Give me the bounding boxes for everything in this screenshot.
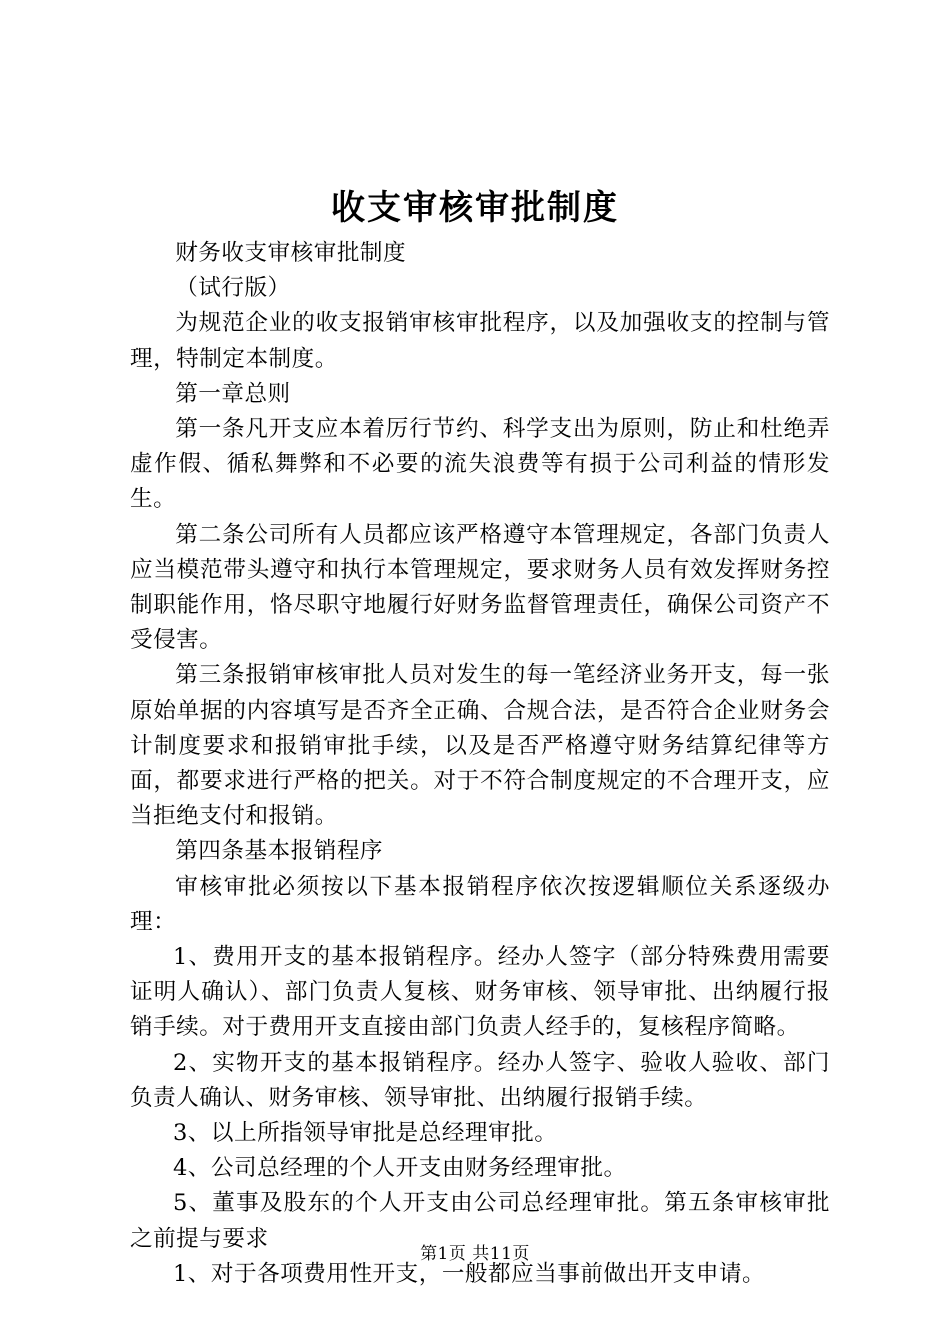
list-item-2: 2、实物开支的基本报销程序。经办人签字、验收人验收、部门负责人确认、财务审核、领导审批、出纳履行报销手续。 [130,1049,830,1111]
article-2: 第二条公司所有人员都应该严格遵守本管理规定，各部门负责人应当模范带头遵守和执行本管理规定，要求财务人员有效发挥财务控制职能作用，恪尽职守地履行好财务监督管理责任，确保公司资产不受侵害。 [130,521,830,654]
paragraph-subtitle: 财务收支审核审批制度 [175,240,407,266]
list-item-3: 3、以上所指领导审批是总经理审批。 [172,1120,558,1147]
list-item-1: 1、费用开支的基本报销程序。经办人签字（部分特殊费用需要证明人确认）、部门负责人复核、财务审核、领导审批、出纳履行报销手续。对于费用开支直接由部门负责人经手的，复核程序简略。 [130,944,830,1041]
article-5-item-1: 1、对于各项费用性开支，一般都应当事前做出开支申请。 [172,1260,766,1287]
document-body [130,236,830,1292]
list-item-5: 5、董事及股东的个人开支由公司总经理审批。第五条审核审批之前提与要求 [130,1190,830,1252]
paragraph-version: （试行版） [175,275,291,302]
page-footer: 第1页 共11页 [420,1244,530,1264]
chapter-heading: 第一章总则 [175,380,291,407]
article-4-intro: 审核审批必须按以下基本报销程序依次按逻辑顺位关系逐级办理： [130,873,830,935]
document-title: 收支审核审批制度 [331,188,619,228]
article-4-heading: 第四条基本报销程序 [175,838,384,865]
paragraph-purpose: 为规范企业的收支报销审核审批程序，以及加强收支的控制与管理，特制定本制度。 [130,310,830,372]
article-3: 第三条报销审核审批人员对发生的每一笔经济业务开支，每一张原始单据的内容填写是否齐全正确、合规合法，是否符合企业财务会计制度要求和报销审批手续，以及是否严格遵守财务结算纪律等方面，都要求进行严格的把关。对于不符合制度规定的不合理开支，应当拒绝支付和报销。 [130,662,830,830]
list-item-4: 4、公司总经理的个人开支由财务经理审批。 [172,1155,627,1182]
article-1: 第一条凡开支应本着厉行节约、科学支出为原则，防止和杜绝弄虚作假、循私舞弊和不必要的流失浪费等有损于公司利益的情形发生。 [130,416,830,513]
